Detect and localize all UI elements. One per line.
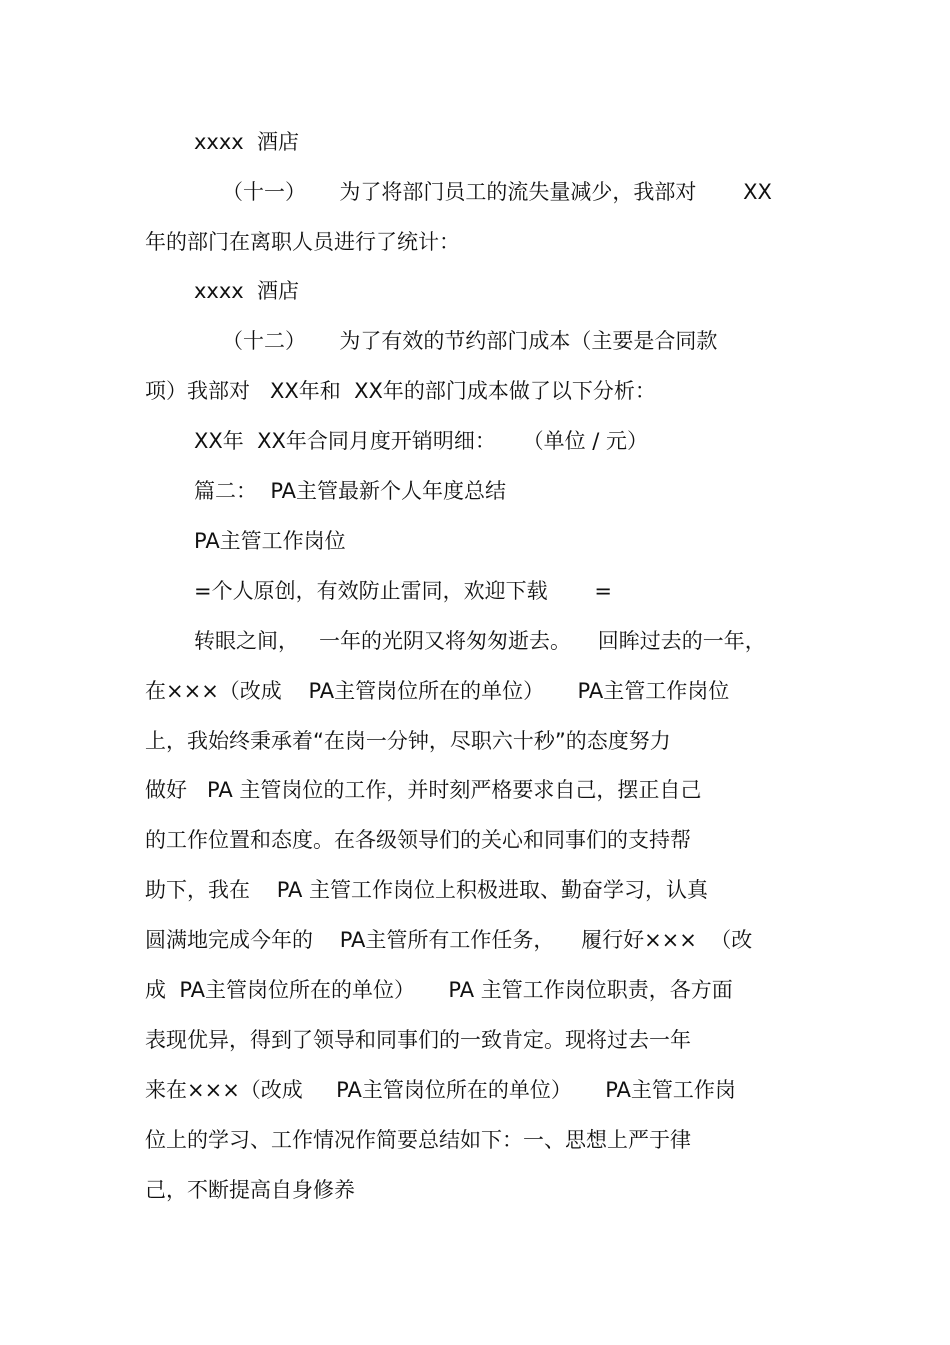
paragraph-line: 己，不断提高自身修养 xyxy=(145,1178,355,1202)
part-two-title: 篇二： PA主管最新个人年度总结 xyxy=(194,479,507,503)
section-11-continuation: 年的部门在离职人员进行了统计： xyxy=(145,230,460,254)
paragraph-line: 圆满地完成今年的 PA主管所有工作任务， 履行好××× （改 xyxy=(145,928,753,952)
paragraph-line: 上，我始终秉承着“在岗一分钟，尽职六十秒”的态度努力 xyxy=(145,729,671,753)
expense-detail-line: XX年 XX年合同月度开销明细： （单位 / 元） xyxy=(194,429,649,453)
section-12-continuation: 项）我部对 XX年和 XX年的部门成本做了以下分析： xyxy=(145,379,656,403)
paragraph-line: 位上的学习、工作情况作简要总结如下：一、思想上严于律 xyxy=(145,1128,691,1152)
section-12-heading: （十二） 为了有效的节约部门成本（主要是合同款 xyxy=(222,329,718,353)
paragraph-line: 转眼之间， 一年的光阴又将匆匆逝去。 回眸过去的一年， xyxy=(194,629,766,653)
position-title: PA主管工作岗位 xyxy=(194,529,346,553)
paragraph-line: 的工作位置和态度。在各级领导们的关心和同事们的支持帮 xyxy=(145,828,691,852)
section-11-heading: （十一） 为了将部门员工的流失量减少，我部对 XX xyxy=(222,180,772,204)
paragraph-line: 成 PA主管岗位所在的单位） PA 主管工作岗位职责，各方面 xyxy=(145,978,733,1002)
paragraph-line: 表现优异，得到了领导和同事们的一致肯定。现将过去一年 xyxy=(145,1028,691,1052)
paragraph-line: 在×××（改成 PA主管岗位所在的单位） PA主管工作岗位 xyxy=(145,679,730,703)
paragraph-line: 来在×××（改成 PA主管岗位所在的单位） PA主管工作岗 xyxy=(145,1078,736,1102)
hotel-name-line-2: xxxx 酒店 xyxy=(194,279,300,303)
original-notice: =个人原创，有效防止雷同，欢迎下载 = xyxy=(194,579,612,603)
hotel-name-line-1: xxxx 酒店 xyxy=(194,130,300,154)
paragraph-line: 做好 PA 主管岗位的工作，并时刻严格要求自己，摆正自己 xyxy=(145,778,702,802)
paragraph-line: 助下，我在 PA 主管工作岗位上积极进取、勤奋学习，认真 xyxy=(145,878,709,902)
